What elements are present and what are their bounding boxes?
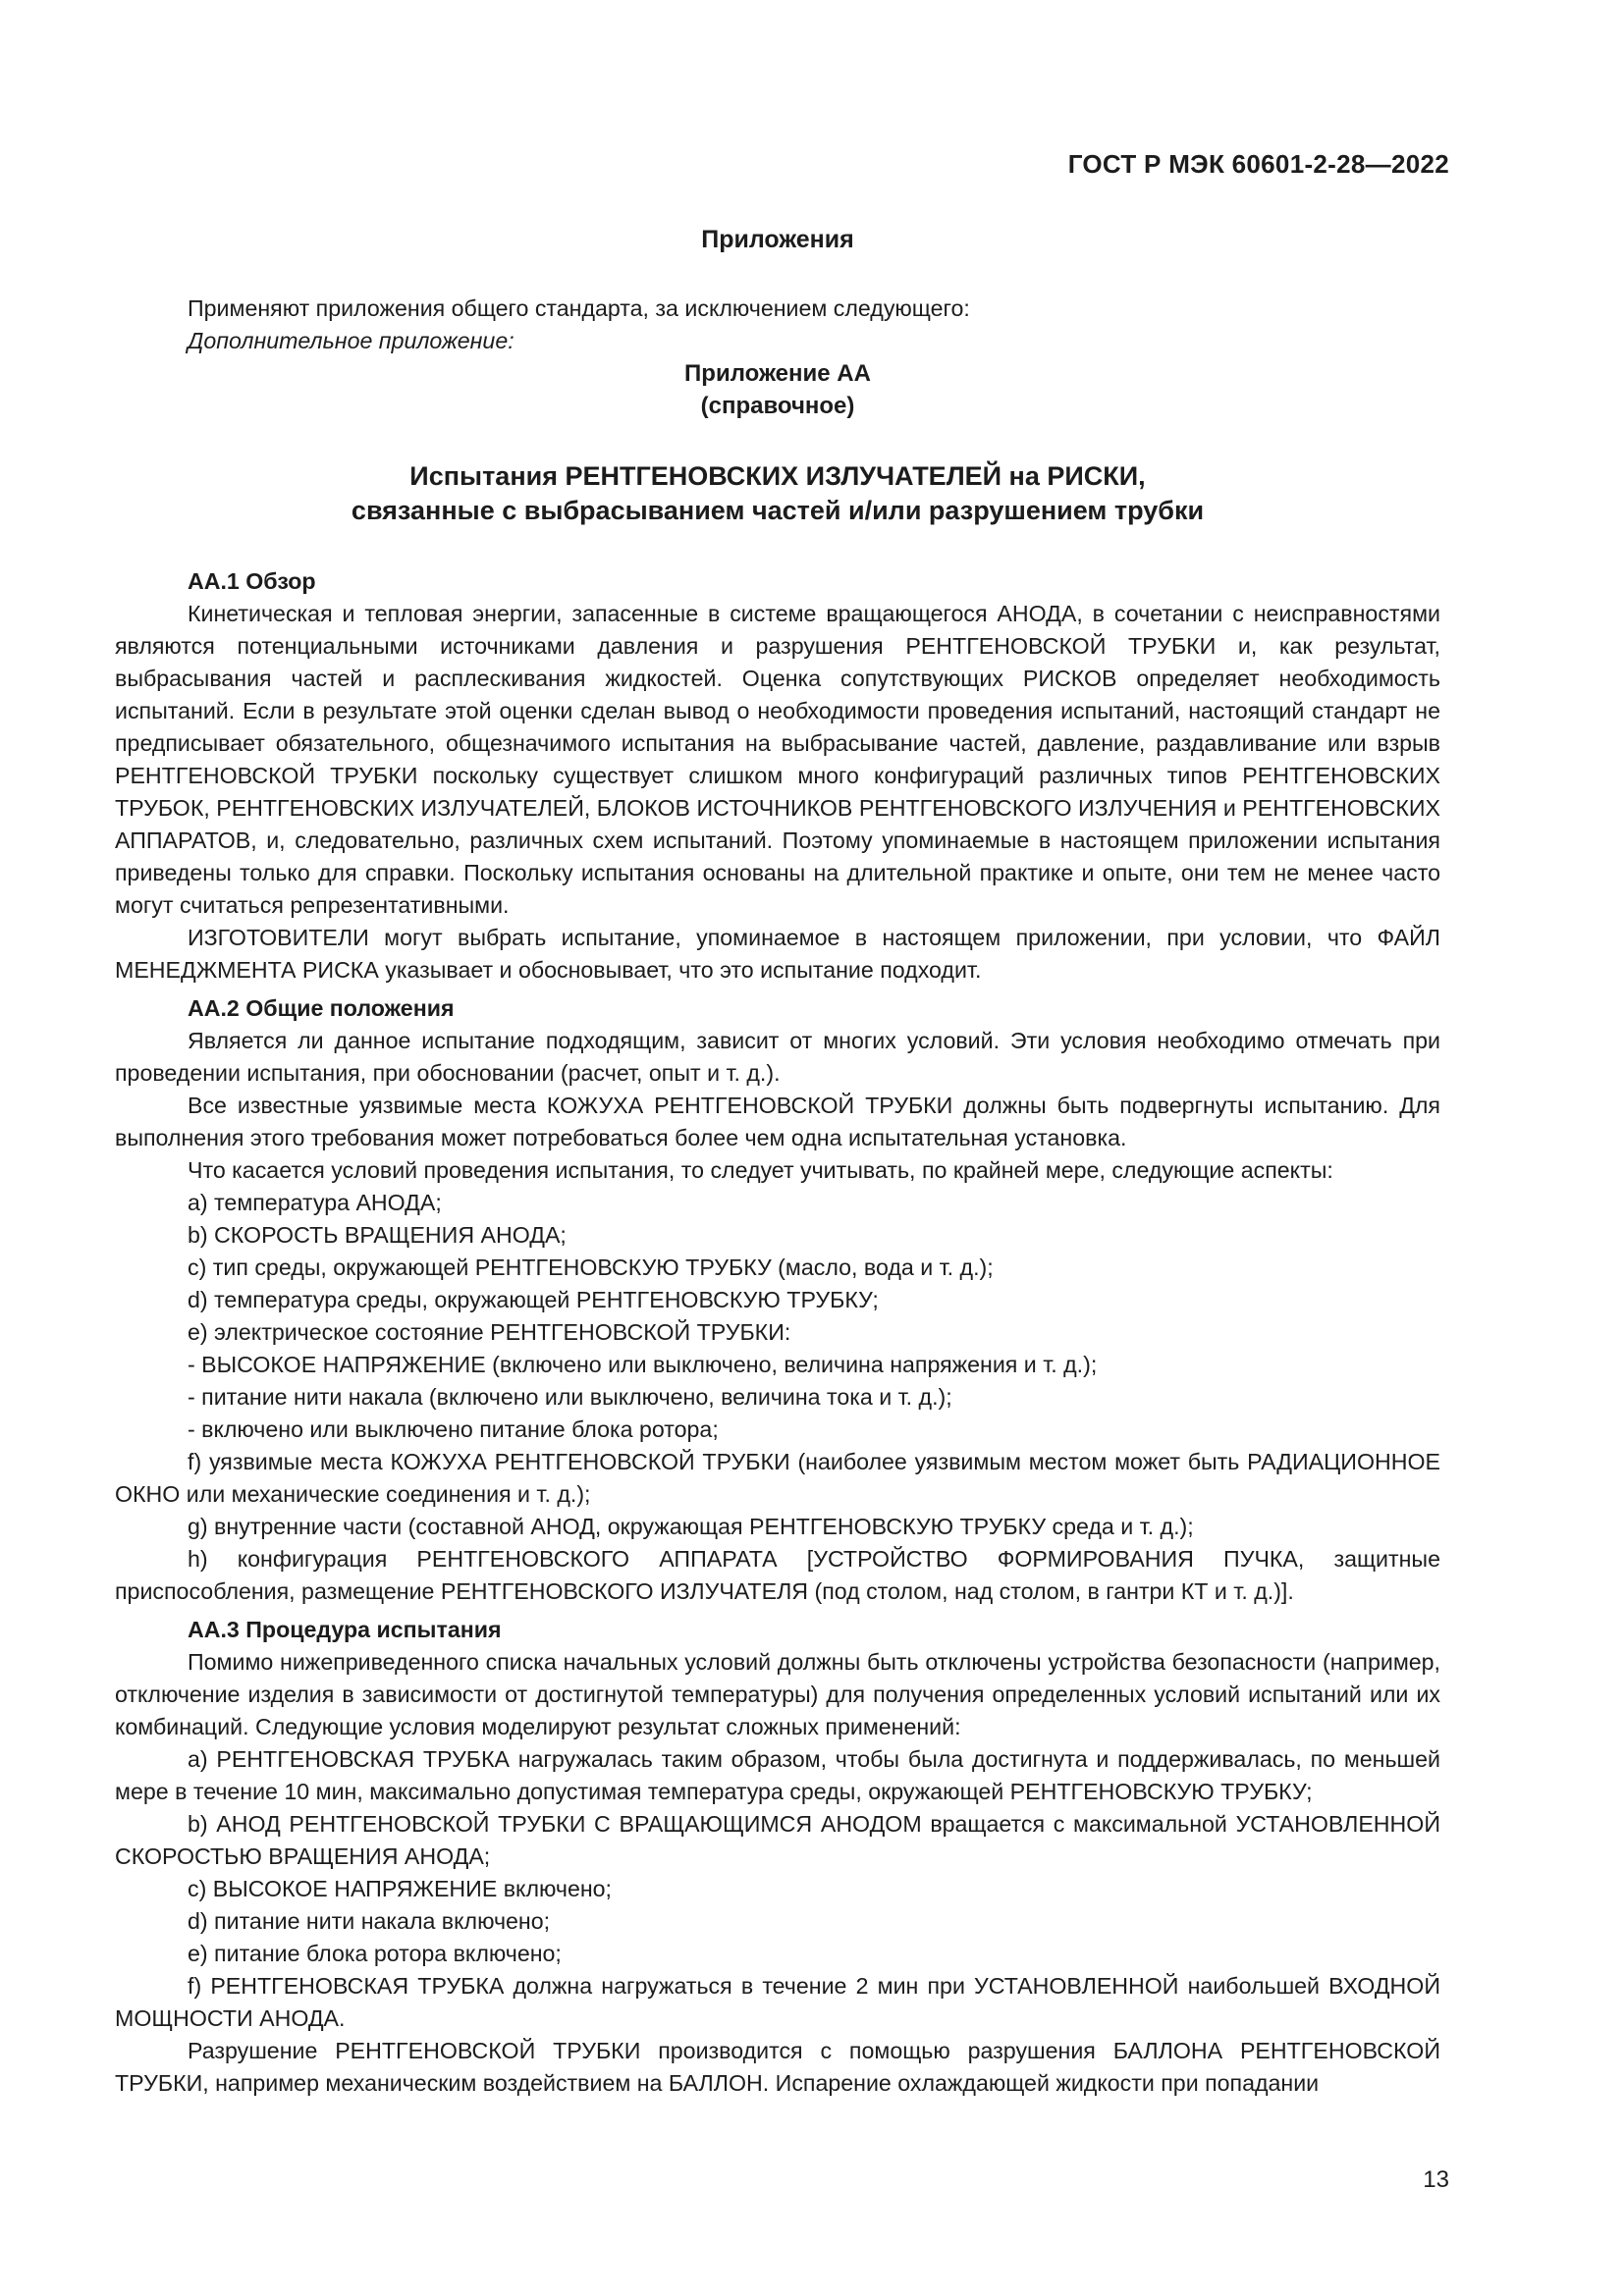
list-item: c) тип среды, окружающей РЕНТГЕНОВСКУЮ ТРУБКУ (масло, вода и т. д.); (188, 1255, 994, 1280)
intro-line: Применяют приложения общего стандарта, за исключением следующего: (188, 295, 970, 321)
annex-title: Приложение АА (684, 360, 871, 387)
aa2-paragraph-2: Все известные уязвимые места КОЖУХА РЕНТГЕНОВСКОЙ ТРУБКИ должны быть подвергнуты испытанию. Для выполнения этого требования может потребоваться более чем одна испытательная установка. (115, 1093, 1440, 1150)
list-item: e) питание блока ротора включено; (188, 1941, 562, 1966)
aa3-paragraph-2: Разрушение РЕНТГЕНОВСКОЙ ТРУБКИ производится с помощью разрушения БАЛЛОНА РЕНТГЕНОВСКОЙ ТРУБКИ, например механическим воздействием на БАЛЛОН. Испарение охлаждающей жидкости при попадании (115, 2038, 1440, 2096)
list-item: a) РЕНТГЕНОВСКАЯ ТРУБКА нагружалась таким образом, чтобы была достигнута и поддерживалась, по меньшей мере в течение 10 мин, максимально допустимая температура среды, окружающей РЕНТГЕНОВСКУЮ ТРУБКУ; (115, 1746, 1440, 1804)
list-item: e) электрическое состояние РЕНТГЕНОВСКОЙ ТРУБКИ: (188, 1319, 791, 1345)
aa1-paragraph-2: ИЗГОТОВИТЕЛИ могут выбрать испытание, упоминаемое в настоящем приложении, при условии, что ФАЙЛ МЕНЕДЖМЕНТА РИСКА указывает и обосновывает, что это испытание подходит. (115, 925, 1440, 983)
list-item: h) конфигурация РЕНТГЕНОВСКОГО АППАРАТА [УСТРОЙСТВО ФОРМИРОВАНИЯ ПУЧКА, защитные приспособления, размещение РЕНТГЕНОВСКОГО ИЗЛУЧАТЕЛЯ (под столом, над столом, в гантри КТ и т. д.)]. (115, 1546, 1440, 1604)
list-item: f) уязвимые места КОЖУХА РЕНТГЕНОВСКОЙ ТРУБКИ (наиболее уязвимым местом может быть РАДИАЦИОННОЕ ОКНО или механические соединения и т. д.); (115, 1449, 1440, 1507)
annex-heading-line2: связанные с выбрасыванием частей и/или разрушением трубки (351, 496, 1205, 525)
list-item: f) РЕНТГЕНОВСКАЯ ТРУБКА должна нагружаться в течение 2 мин при УСТАНОВЛЕННОЙ наибольшей ВХОДНОЙ МОЩНОСТИ АНОДА. (115, 1973, 1440, 2031)
list-item: - питание нити накала (включено или выключено, величина тока и т. д.); (188, 1384, 952, 1410)
page-content (115, 224, 1440, 2100)
list-item: - включено или выключено питание блока ротора; (188, 1416, 719, 1442)
aa2-paragraph-1: Является ли данное испытание подходящим, зависит от многих условий. Эти условия необходимо отмечать при проведении испытания, при обосновании (расчет, опыт и т. д.). (115, 1028, 1440, 1086)
list-item: d) температура среды, окружающей РЕНТГЕНОВСКУЮ ТРУБКУ; (188, 1287, 879, 1312)
list-item: - ВЫСОКОЕ НАПРЯЖЕНИЕ (включено или выключено, величина напряжения и т. д.); (188, 1352, 1098, 1377)
annex-heading-line1: Испытания РЕНТГЕНОВСКИХ ИЗЛУЧАТЕЛЕЙ на РИСКИ, (409, 461, 1146, 491)
appendices-heading: Приложения (701, 226, 854, 253)
aa2-paragraph-3: Что касается условий проведения испытания, то следует учитывать, по крайней мере, следующие аспекты: (188, 1157, 1333, 1183)
section-aa2-title: АА.2 Общие положения (188, 995, 455, 1021)
page-number: 13 (1423, 2166, 1449, 2193)
section-aa3-title: АА.3 Процедура испытания (188, 1617, 502, 1642)
aa1-paragraph-1: Кинетическая и тепловая энергии, запасенные в системе вращающегося АНОДА, в сочетании с неисправностями являются потенциальными источниками давления и разрушения РЕНТГЕНОВСКОЙ ТРУБКИ и, как результат, выбрасывания частей и расплескивания жидкостей. Оценка сопутствующих РИСКОВ определяет необходимость испытаний. Если в результате этой оценки сделан вывод о необходимости проведения испытаний, настоящий стандарт не предписывает обязательного, общезначимого испытания на выбрасывание частей, давление, раздавливание или взрыв РЕНТГЕНОВСКОЙ ТРУБКИ поскольку существует слишком много конфигураций различных типов РЕНТГЕНОВСКИХ ТРУБОК, РЕНТГЕНОВСКИХ ИЗЛУЧАТЕЛЕЙ, БЛОКОВ ИСТОЧНИКОВ РЕНТГЕНОВСКОГО ИЗЛУЧЕНИЯ и РЕНТГЕНОВСКИХ АППАРАТОВ, и, следовательно, различных схем испытаний. Поэтому упоминаемые в настоящем приложении испытания приведены только для справки. Поскольку испытания основаны на длительной практике и опыте, они тем не менее часто могут считаться репрезентативными. (115, 601, 1440, 918)
standard-header: ГОСТ Р МЭК 60601-2-28—2022 (1067, 149, 1449, 179)
list-item: g) внутренние части (составной АНОД, окружающая РЕНТГЕНОВСКУЮ ТРУБКУ среда и т. д.); (188, 1514, 1194, 1539)
aa3-paragraph-1: Помимо нижеприведенного списка начальных условий должны быть отключены устройства безопасности (например, отключение изделия в зависимости от достигнутой температуры) для получения определенных условий испытаний или их комбинаций. Следующие условия моделируют результат сложных применений: (115, 1649, 1440, 1739)
intro-additional: Дополнительное приложение: (188, 328, 514, 353)
list-item: c) ВЫСОКОЕ НАПРЯЖЕНИЕ включено; (188, 1876, 612, 1901)
list-item: a) температура АНОДА; (188, 1190, 442, 1215)
list-item: b) СКОРОСТЬ ВРАЩЕНИЯ АНОДА; (188, 1222, 567, 1248)
list-item: d) питание нити накала включено; (188, 1908, 551, 1934)
section-aa1-title: АА.1 Обзор (188, 568, 316, 594)
annex-status: (справочное) (700, 393, 855, 419)
list-item: b) АНОД РЕНТГЕНОВСКОЙ ТРУБКИ С ВРАЩАЮЩИМСЯ АНОДОМ вращается с максимальной УСТАНОВЛЕННОЙ СКОРОСТЬЮ ВРАЩЕНИЯ АНОДА; (115, 1811, 1440, 1869)
